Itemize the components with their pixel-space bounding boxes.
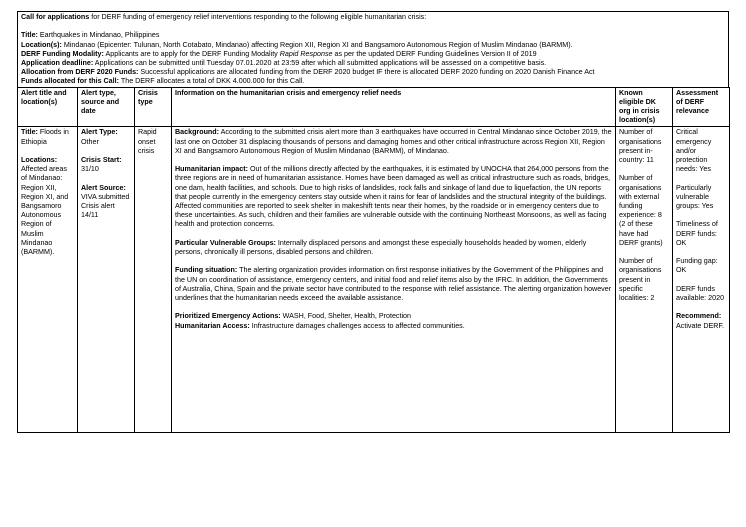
alert-source-label: Alert Source: <box>81 183 126 192</box>
funding-text: The alerting organization provides information on first response initiatives by the Government of the Philippines and the UN on coordination of assistance, emergency centers, and initial food and relief items also by the IFRC. In addition, the Governments of Australia, China, Spain and the private sector have contributed to the response with relief assistance. The alerting organization however underlines that the humanitarian needs exceed the available assistance. <box>175 266 612 303</box>
cell-crisis-type <box>135 127 172 433</box>
table-row <box>18 127 730 433</box>
actions-paragraph <box>175 312 612 321</box>
assess-gap: Funding gap: OK <box>676 257 718 275</box>
groups-paragraph <box>175 239 612 257</box>
call-allocation-label: Allocation from DERF 2020 Funds: <box>21 68 139 77</box>
recommend-value: Activate DERF. <box>676 321 725 330</box>
header-alert-title: Alert title and location(s) <box>18 87 78 127</box>
call-modality-italic: Rapid Response <box>279 49 333 58</box>
call-location-value: Mindanao (Epicenter: Tulunan, North Cotabato, Mindanao) affecting Region XII, Region XI and Bangsamoro Autonomous Region of Muslim Mindanao (BARMM). <box>61 40 573 49</box>
access-text: Infrastructure damages challenges access to affected communities. <box>249 321 465 330</box>
assess-vulnerable: Particularly vulnerable groups: Yes <box>676 183 714 211</box>
call-location-label: Location(s): <box>21 40 62 49</box>
groups-text: Internally displaced persons and amongst these especially households headed by women, elderly persons, chronically ill persons, disabled persons and children. <box>175 238 587 257</box>
cell-alert-type <box>78 127 135 433</box>
recommend-label: Recommend: <box>676 312 722 321</box>
actions-text: WASH, Food, Shelter, Health, Protection <box>280 312 411 321</box>
call-allocation-value: Successful applications are allocated funding from the DERF 2020 budget IF there is allocated DERF 2020 funding on 2020 Danish Finance Act <box>138 68 595 77</box>
call-modality-post: as per the updated DERF Funding Guidelines Version II of 2019 <box>332 49 537 58</box>
impact-label: Humanitarian impact: <box>175 165 249 174</box>
funding-paragraph <box>175 266 612 303</box>
call-title-value: Earthquakes in Mindanao, Philippines <box>37 31 160 40</box>
header-assessment: Assessment of DERF relevance <box>673 87 730 127</box>
header-information: Information on the humanitarian crisis and emergency relief needs <box>172 87 616 127</box>
crisis-start-label: Crisis Start: <box>81 156 122 165</box>
assess-available: DERF funds available: 2020 <box>676 284 725 303</box>
crisis-table <box>17 87 730 434</box>
access-paragraph <box>175 322 612 331</box>
call-deadline-value: Applications can be submitted until Tuesday 07.01.2020 at 23:59 after which all submitted applications will be assessed on a competitive basis. <box>93 59 547 67</box>
alert-title <box>21 128 74 146</box>
call-intro-label: Call for applications <box>21 13 90 21</box>
background-label: Background: <box>175 128 220 137</box>
header-crisis-type: Crisis type <box>135 87 172 127</box>
orgs-present: Number of organisations present in-country: 11 <box>619 128 662 165</box>
call-deadline <box>21 59 725 68</box>
crisis-type-value: Rapid onset crisis <box>138 128 157 155</box>
assess-critical: Critical emergency and/or protection needs: Yes <box>676 128 712 174</box>
call-intro <box>21 13 725 22</box>
locations-value: Affected areas of Mindanao: Region XII, Region XI, and Bangsamoro Autonomous Region of Muslim Mindanao (BARMM). <box>21 165 69 257</box>
table-header-row <box>18 87 730 127</box>
call-title-label: Title: <box>21 31 38 40</box>
call-funds <box>21 77 725 86</box>
cell-known-orgs <box>616 127 673 433</box>
groups-label: Particular Vulnerable Groups: <box>175 238 276 247</box>
header-alert-type: Alert type, source and date <box>78 87 135 127</box>
cell-alert-title <box>18 127 78 433</box>
cell-information <box>172 127 616 433</box>
assess-timeliness: Timeliness of DERF funds: OK <box>676 220 718 247</box>
cell-assessment <box>673 127 730 433</box>
call-funds-label: Funds allocated for this Call: <box>21 77 119 86</box>
alert-type-value: Other <box>81 137 99 146</box>
actions-label: Prioritized Emergency Actions: <box>175 312 281 321</box>
orgs-external: Number of organisations with external funding experience: 8 (2 of these have had DERF grants) <box>619 174 663 247</box>
alert-title-label: Title: <box>21 128 38 137</box>
alert-source-value: VIVA submitted Crisis alert 14/11 <box>81 192 130 220</box>
call-deadline-label: Application deadline: <box>21 59 94 67</box>
access-label: Humanitarian Access: <box>175 321 250 330</box>
call-title <box>21 31 725 40</box>
call-modality <box>21 50 725 59</box>
header-known-orgs: Known eligible DK org in crisis location(s) <box>616 87 673 127</box>
call-header <box>17 11 729 87</box>
call-modality-pre: Applicants are to apply for the DERF Funding Modality <box>103 49 280 58</box>
crisis-start-value: 31/10 <box>81 165 99 174</box>
call-document <box>17 11 729 433</box>
impact-text: Out of the millions directly affected by the earthquakes, it is estimated by UNOCHA that 264,000 persons from the three regions are in need of humanitarian assistance. Homes have been damaged as well as critical infrastructure such as roads, bridges, one dam, health facilities, and schools. Due to high risks of landslides, rock falls and sinkage of land due to liquefaction, the UN reports that people currently in the emergency centers stay outside when it rains for fear of landslides and the structural integrity of the buildings. Affected communities are reported to seek shelter in makeshift tents near their homes, by the roadside or in emergency centers due to these uncertainties. As such, children and their families are vulnerable outside with the continuing Northeast Monsoons, as well as facing health and protection concerns. <box>175 165 611 229</box>
locations-label: Locations: <box>21 156 58 165</box>
call-allocation <box>21 68 725 77</box>
funding-label: Funding situation: <box>175 266 238 275</box>
alert-title-value: Floods in Ethiopia <box>21 128 69 146</box>
orgs-specific: Number of organisations present in specific localities: 2 <box>619 257 662 303</box>
call-location <box>21 41 725 50</box>
background-paragraph <box>175 128 612 156</box>
impact-paragraph <box>175 165 612 229</box>
background-text: According to the submitted crisis alert more than 3 earthquakes have occurred in Central Mindanao since October 2019, the last one on October 31 displacing thousands of persons and damaging homes and other critical infrastructure across Region XII, Region XI and Bangsamoro Autonomous Region of Muslim Mindanao (BARMM), of Mindanao. <box>175 128 612 155</box>
call-intro-text: for DERF funding of emergency relief interventions responding to the following eligible humanitarian crisis: <box>89 13 427 21</box>
call-modality-label: DERF Funding Modality: <box>21 49 104 58</box>
call-funds-value: The DERF allocates a total of DKK 4.000.000 for this Call. <box>119 77 305 86</box>
alert-type-label: Alert Type: <box>81 128 118 137</box>
